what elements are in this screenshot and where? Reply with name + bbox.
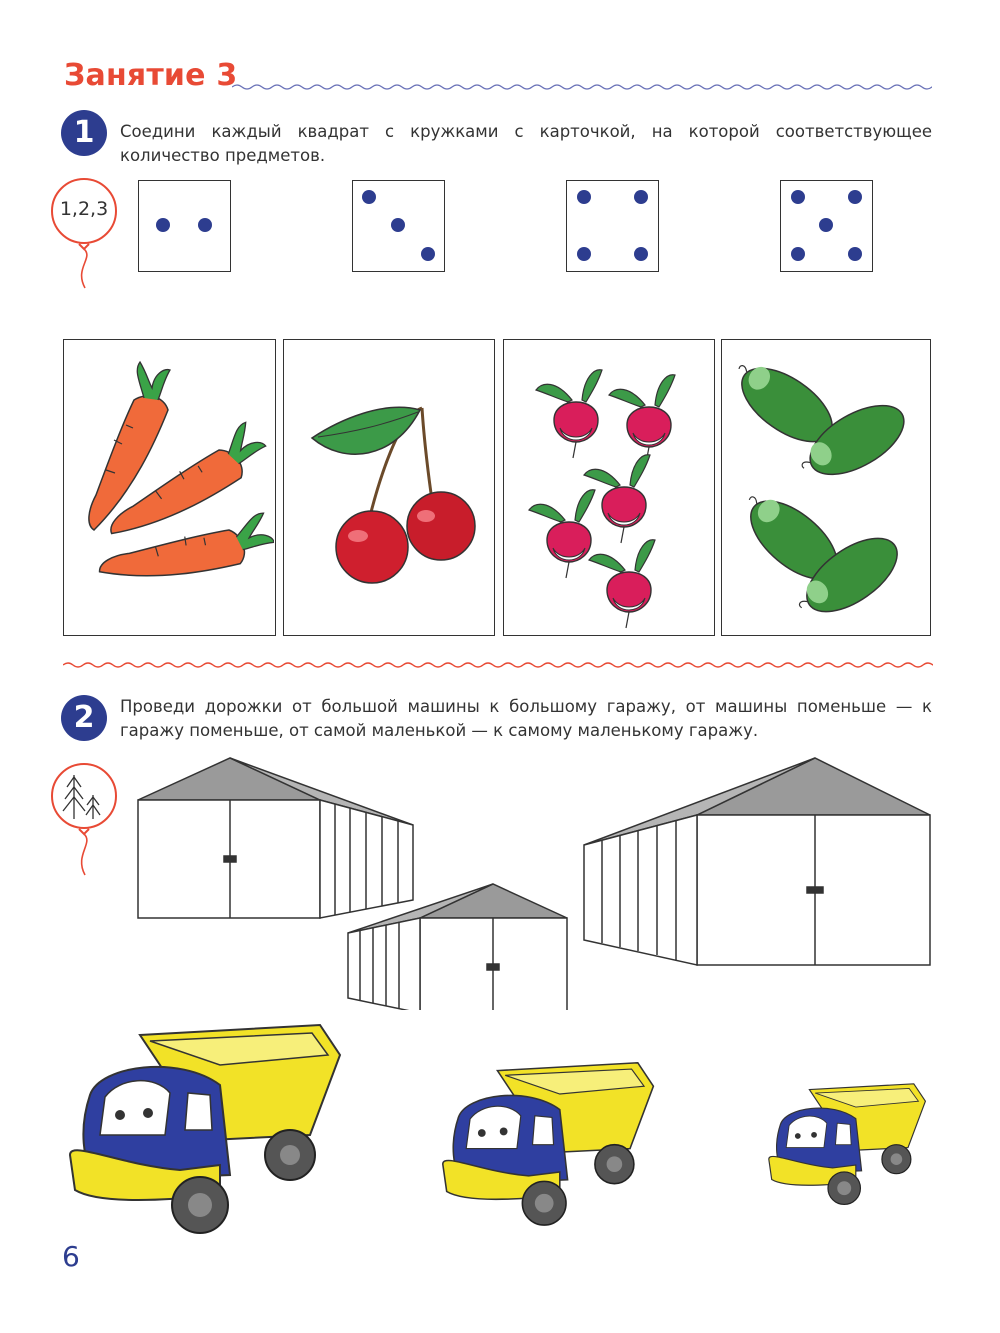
dots-graphic: [567, 181, 657, 270]
truck-medium: [443, 1063, 654, 1225]
garages-illustration: [130, 750, 940, 1010]
balloon-label: 1,2,3: [59, 198, 109, 220]
dots-graphic: [353, 181, 443, 270]
carrots-illustration: [64, 340, 274, 634]
dot-square-3[interactable]: [352, 180, 445, 272]
dot-square-4[interactable]: [566, 180, 659, 272]
dot-square-2[interactable]: [138, 180, 231, 272]
cherries-illustration: [284, 340, 493, 634]
garage-medium: [138, 758, 413, 918]
task-2-number: 2: [61, 695, 107, 741]
task-1-instruction: Соедини каждый квадрат с кружками с карточкой, на которой соответствующее количество предметов.: [120, 122, 932, 165]
dots-graphic: [139, 181, 229, 270]
section-wavy-divider: [63, 660, 933, 670]
card-radishes[interactable]: [503, 339, 715, 636]
truck-large: [70, 1025, 340, 1233]
dot-square-5[interactable]: [780, 180, 873, 272]
balloon-trees-icon: [47, 763, 121, 877]
title-wavy-divider: [232, 82, 932, 92]
card-cucumbers[interactable]: [721, 339, 931, 636]
balloon-icon: [47, 178, 121, 290]
truck-small: [769, 1084, 926, 1205]
cucumbers-illustration: [722, 340, 929, 634]
dots-graphic: [781, 181, 871, 270]
garage-large: [584, 758, 930, 965]
card-carrots[interactable]: [63, 339, 276, 636]
task-1-number: 1: [61, 110, 107, 156]
task-2-instruction: Проведи дорожки от большой машины к большому гаражу, от машины поменьше — к гаражу поменьше, от самой маленькой — к самому маленькому гаражу.: [120, 697, 932, 740]
card-cherries[interactable]: [283, 339, 495, 636]
trucks-illustration: [55, 1010, 945, 1240]
page-number: 6: [62, 1240, 80, 1273]
lesson-title: Занятие 3: [64, 58, 238, 93]
radishes-illustration: [504, 340, 713, 634]
